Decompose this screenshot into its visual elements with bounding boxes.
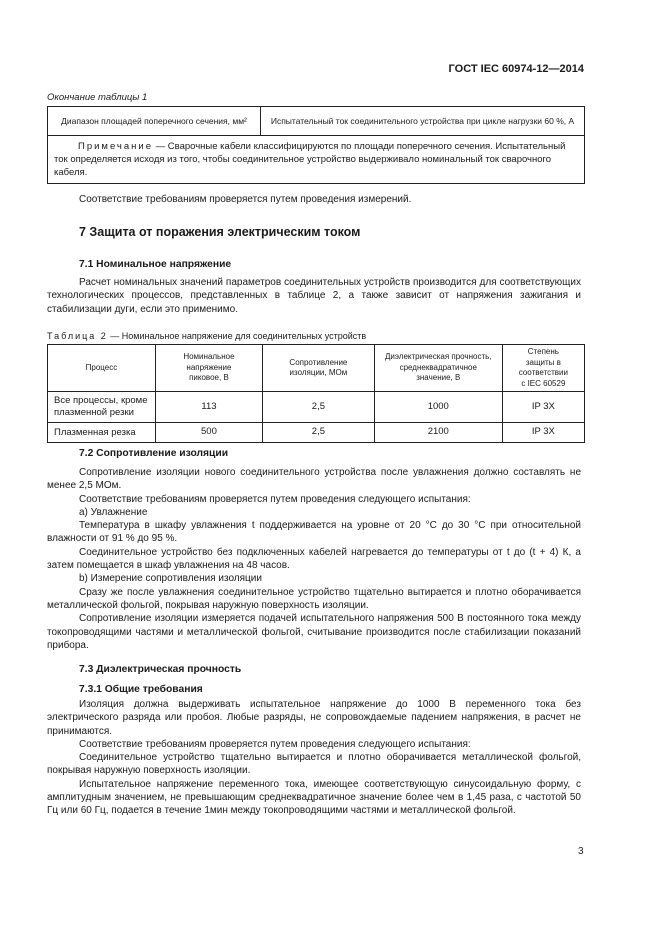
page-number: 3 xyxy=(578,846,584,857)
paragraph: Соответствие требованиям проверяется путем проведения следующего испытания: xyxy=(79,738,471,750)
table2 xyxy=(47,344,585,443)
table1-header-test-current: Испытательный ток соединительного устройства при цикле нагрузки 60 %, А xyxy=(261,107,585,136)
table2-caption xyxy=(47,331,366,341)
paragraph: Сразу же после увлажнения соединительное устройство тщательно вытирается и плотно оборачивается металлической фольгой, покрывая наружную поверхность изоляции. xyxy=(47,586,581,611)
section-7-1-title: 7.1 Номинальное напряжение xyxy=(79,259,232,270)
table2-cell: 1000 xyxy=(374,392,502,423)
table2-cell: Плазменная резка xyxy=(48,423,156,443)
paragraph: Испытательное напряжение переменного тока, имеющее соответствующую синусоидальную форму, с амплитудным значением, не превышающим среднеквадратичное значение более чем в 1,45 раза, с частотой 50 Гц или 60 Гц, подается в течение 1мин между токопроводящими частями и металлической фольгой. xyxy=(47,778,581,817)
paragraph: Соединительное устройство без подключенных кабелей нагревается до температуры от t до (t + 4) К, а затем помещается в шкаф увлажнения на 48 часов. xyxy=(47,546,581,572)
table2-header-row xyxy=(48,345,585,392)
table1 xyxy=(47,106,585,184)
section-7-1-text: Расчет номинальных значений параметров соединительных устройств производится для соответствующих технологических процессов, представленных в таблице 2, а также зависит от напряжения зажигания и стабилизации дуги, если это применимо. xyxy=(47,277,581,315)
paragraph xyxy=(47,193,581,206)
section-7-2-title: 7.2 Сопротивление изоляции xyxy=(79,448,229,459)
list-item-a: а) Увлажнение xyxy=(79,506,148,518)
table-row xyxy=(48,136,585,184)
table2-cell: 2,5 xyxy=(263,423,375,443)
table-row xyxy=(48,107,585,136)
document-id-header: ГОСТ IEC 60974-12—2014 xyxy=(448,63,584,75)
paragraph: Соединительное устройство тщательно вытирается и плотно оборачивается металлической фольгой, покрывая наружную поверхность изоляции. xyxy=(47,752,581,777)
table2-caption-text: — Номинальное напряжение для соединительных устройств xyxy=(107,331,367,341)
table-row xyxy=(48,423,585,443)
table-row xyxy=(48,392,585,423)
table2-cell: 113 xyxy=(155,392,262,423)
list-item-b: b) Измерение сопротивления изоляции xyxy=(79,573,262,585)
paragraph: Изоляция должна выдерживать испытательное напряжение до 1000 В переменного тока без электрического разряда или пробоя. Любые разряды, не сопровождаемые падением напряжения, в расчет не принимаются. xyxy=(47,699,581,737)
table1-header-cross-section: Диапазон площадей поперечного сечения, мм² xyxy=(48,107,261,136)
check-measurement-text: Соответствие требованиям проверяется путем проведения измерений. xyxy=(79,194,412,205)
section-7-3-1-body xyxy=(47,698,581,818)
paragraph: Соответствие требованиям проверяется путем проведения следующего испытания: xyxy=(79,493,471,505)
table1-continuation-caption: Окончание таблицы 1 xyxy=(47,92,148,103)
table1-note xyxy=(48,136,585,184)
table2-cell: IP 3X xyxy=(502,423,584,443)
table2-header-dielectric: Диэлектрическая прочность, среднеквадратичное значение, В xyxy=(374,345,502,392)
paragraph xyxy=(47,276,581,316)
table2-cell: IP 3X xyxy=(502,392,584,423)
table2-caption-label: Таблица 2 xyxy=(47,331,108,341)
section-7-title: 7 Защита от поражения электрическим током xyxy=(79,225,361,239)
table2-header-voltage: Номинальное напряжение пиковое, В xyxy=(155,345,262,392)
paragraph: Сопротивление изоляции нового соединительного устройства после увлажнения должно составлять не менее 2,5 МОм. xyxy=(47,467,581,492)
section-7-3-1-title: 7.3.1 Общие требования xyxy=(79,684,203,695)
note-text: — Сварочные кабели классифицируются по площади поперечного сечения. Испытательный ток определяется исходя из того, чтобы соединительное устройство выдерживало номинальный ток сварочного кабеля. xyxy=(54,141,566,178)
table2-cell: 2,5 xyxy=(263,392,375,423)
table2-header-resistance: Сопротивление изоляции, МОм xyxy=(263,345,375,392)
table2-header-process: Процесс xyxy=(48,345,156,392)
paragraph: Температура в шкафу увлажнения t поддерживается на уровне от 20 °С до 30 °С при относительной влажности от 91 % до 95 %. xyxy=(47,520,581,545)
table2-cell: Все процессы, кроме плазменной резки xyxy=(48,392,156,423)
table2-cell: 500 xyxy=(155,423,262,443)
table2-cell: 2100 xyxy=(374,423,502,443)
table2-header-protection: Степень защиты в соответствии с IEC 60529 xyxy=(502,345,584,392)
section-7-2-body xyxy=(47,466,581,652)
section-7-3-title: 7.3 Диэлектрическая прочность xyxy=(79,664,242,675)
note-label: Примечание xyxy=(78,141,153,152)
paragraph: Сопротивление изоляции измеряется подачей испытательного напряжения 500 В постоянного тока между токопроводящими частями и металлической фольгой, считывание производится после стабилизации показаний прибора. xyxy=(47,613,581,651)
